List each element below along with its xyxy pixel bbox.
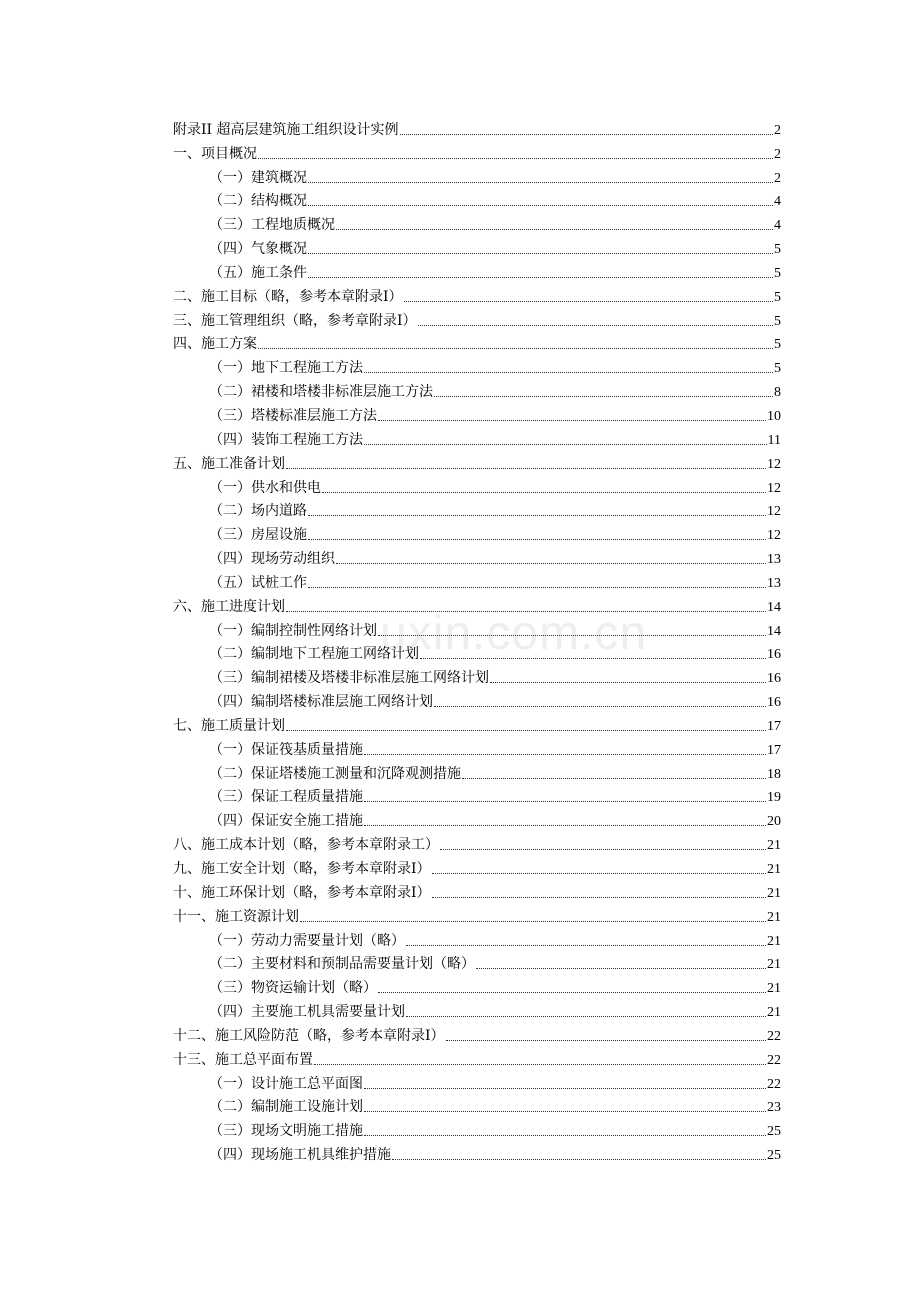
- toc-entry-title: （一）编制控制性网络计划: [209, 622, 377, 639]
- toc-dot-leader: [308, 537, 766, 540]
- toc-entry[interactable]: [173, 1093, 781, 1117]
- toc-entry[interactable]: [173, 711, 781, 735]
- toc-entry-page-number: 14: [767, 623, 781, 639]
- toc-dot-leader: [406, 1014, 766, 1017]
- toc-dot-leader: [476, 966, 766, 969]
- toc-entry-page-number: 21: [767, 885, 781, 901]
- toc-entry-title: （一）供水和供电: [209, 479, 321, 496]
- toc-entry-title: （五）试桩工作: [209, 574, 307, 591]
- toc-entry-page-number: 4: [774, 218, 781, 234]
- toc-dot-leader: [364, 823, 766, 826]
- toc-entry[interactable]: [173, 497, 781, 521]
- toc-entry-title: 十、施工环保计划（略，参考本章附录I）: [173, 884, 431, 901]
- toc-dot-leader: [308, 251, 773, 254]
- toc-entry[interactable]: [173, 1021, 781, 1045]
- toc-entry-page-number: 2: [774, 146, 781, 162]
- toc-entry-title: 七、施工质量计划: [173, 717, 285, 734]
- toc-entry[interactable]: [173, 616, 781, 640]
- toc-dot-leader: [378, 990, 766, 993]
- toc-dot-leader: [258, 346, 773, 349]
- toc-entry[interactable]: [173, 640, 781, 664]
- toc-entry-title: （二）主要材料和预制品需要量计划（略）: [209, 956, 475, 973]
- toc-entry[interactable]: [173, 139, 781, 163]
- toc-entry-title: （一）设计施工总平面图: [209, 1075, 363, 1092]
- toc-dot-leader: [364, 370, 773, 373]
- toc-entry-page-number: 16: [767, 647, 781, 663]
- toc-entry-page-number: 12: [767, 528, 781, 544]
- toc-entry-title: （一）建筑概况: [209, 169, 307, 186]
- toc-entry[interactable]: [173, 544, 781, 568]
- toc-entry[interactable]: [173, 473, 781, 497]
- toc-dot-leader: [432, 871, 766, 874]
- toc-entry[interactable]: [173, 1045, 781, 1069]
- toc-entry-page-number: 21: [767, 957, 781, 973]
- toc-entry-page-number: 5: [774, 361, 781, 377]
- toc-entry-title: （二）场内道路: [209, 503, 307, 520]
- toc-entry[interactable]: [173, 187, 781, 211]
- toc-entry-title: （四）编制塔楼标准层施工网络计划: [209, 694, 433, 711]
- toc-entry-page-number: 18: [767, 766, 781, 782]
- toc-entry-title: 六、施工进度计划: [173, 598, 285, 615]
- toc-entry-title: （四）保证安全施工措施: [209, 813, 363, 830]
- toc-entry[interactable]: [173, 568, 781, 592]
- toc-dot-leader: [286, 609, 766, 612]
- toc-dot-leader: [364, 1086, 766, 1089]
- toc-dot-leader: [432, 895, 766, 898]
- toc-entry[interactable]: [173, 449, 781, 473]
- toc-entry-title: 四、施工方案: [173, 336, 257, 353]
- toc-entry-title: 十一、施工资源计划: [173, 908, 299, 925]
- toc-entry-page-number: 10: [767, 408, 781, 424]
- toc-entry-page-number: 25: [767, 1148, 781, 1164]
- toc-entry-title: 九、施工安全计划（略，参考本章附录I）: [173, 861, 431, 877]
- toc-entry-title: 五、施工准备计划: [173, 455, 285, 472]
- toc-entry[interactable]: [173, 353, 781, 377]
- toc-entry-title: （二）编制施工设施计划: [209, 1099, 363, 1116]
- watermark: uxin.com.cn: [380, 607, 648, 660]
- toc-dot-leader: [490, 680, 766, 683]
- toc-entry-page-number: 21: [767, 933, 781, 949]
- toc-entry-page-number: 23: [767, 1100, 781, 1116]
- toc-entry[interactable]: [173, 377, 781, 401]
- toc-dot-leader: [364, 1133, 766, 1136]
- toc-dot-leader: [336, 561, 766, 564]
- toc-entry-page-number: 12: [767, 456, 781, 472]
- toc-entry[interactable]: [173, 1069, 781, 1093]
- toc-entry[interactable]: [173, 926, 781, 950]
- toc-entry-title: （二）编制地下工程施工网络计划: [209, 646, 419, 663]
- toc-entry[interactable]: [173, 973, 781, 997]
- toc-dot-leader: [420, 656, 766, 659]
- toc-dot-leader: [308, 513, 766, 516]
- toc-entry-page-number: 22: [767, 1076, 781, 1092]
- toc-dot-leader: [308, 585, 766, 588]
- toc-dot-leader: [434, 394, 773, 397]
- toc-entry-title: 附录II 超高层建筑施工组织设计实例: [173, 121, 399, 138]
- toc-dot-leader: [434, 704, 766, 707]
- toc-entry-page-number: 5: [774, 313, 781, 329]
- table-of-contents: [173, 115, 781, 1164]
- toc-dot-leader: [364, 799, 766, 802]
- toc-dot-leader: [336, 227, 773, 230]
- toc-entry[interactable]: [173, 258, 781, 282]
- toc-entry[interactable]: [173, 282, 781, 306]
- toc-entry-title: （一）地下工程施工方法: [209, 360, 363, 377]
- toc-entry[interactable]: [173, 759, 781, 783]
- toc-entry[interactable]: [173, 878, 781, 902]
- toc-entry-page-number: 20: [767, 814, 781, 830]
- toc-entry-title: （一）劳动力需要量计划（略）: [209, 932, 405, 949]
- toc-entry[interactable]: [173, 663, 781, 687]
- toc-entry[interactable]: [173, 735, 781, 759]
- toc-dot-leader: [286, 728, 766, 731]
- toc-entry-title: （三）工程地质概况: [209, 217, 335, 234]
- toc-entry-title: 八、施工成本计划（略，参考本章附录工）: [173, 837, 439, 854]
- toc-entry-title: 十二、施工风险防范（略，参考本章附录I）: [173, 1027, 445, 1044]
- toc-entry-page-number: 25: [767, 1124, 781, 1140]
- toc-dot-leader: [378, 633, 766, 636]
- toc-entry-page-number: 22: [767, 1028, 781, 1044]
- toc-entry-page-number: 17: [767, 742, 781, 758]
- toc-entry-title: （四）装饰工程施工方法: [209, 431, 363, 448]
- toc-entry-page-number: 21: [767, 981, 781, 997]
- toc-entry-title: 一、项目概况: [173, 145, 257, 162]
- toc-entry[interactable]: [173, 401, 781, 425]
- toc-entry-page-number: 5: [774, 265, 781, 281]
- toc-entry-page-number: 17: [767, 718, 781, 734]
- toc-entry[interactable]: [173, 1116, 781, 1140]
- toc-dot-leader: [300, 919, 766, 922]
- toc-entry-page-number: 5: [774, 337, 781, 353]
- toc-dot-leader: [446, 1038, 766, 1041]
- toc-entry-title: （一）保证筏基质量措施: [209, 741, 363, 758]
- toc-entry-page-number: 2: [774, 122, 781, 138]
- toc-dot-leader: [322, 490, 766, 493]
- toc-entry[interactable]: [173, 425, 781, 449]
- toc-dot-leader: [258, 156, 773, 159]
- toc-dot-leader: [404, 299, 773, 302]
- toc-entry-title: （四）现场施工机具维护措施: [209, 1147, 391, 1164]
- toc-dot-leader: [364, 752, 766, 755]
- toc-entry-page-number: 21: [767, 862, 781, 877]
- toc-dot-leader: [400, 132, 773, 135]
- toc-entry-page-number: 2: [774, 170, 781, 186]
- toc-entry-page-number: 16: [767, 671, 781, 687]
- toc-entry-title: （三）物资运输计划（略）: [209, 980, 377, 997]
- toc-entry-page-number: 4: [774, 194, 781, 210]
- toc-entry-page-number: 21: [767, 1005, 781, 1021]
- toc-entry[interactable]: [173, 997, 781, 1021]
- toc-entry-page-number: 8: [774, 385, 781, 401]
- toc-entry-title: （五）施工条件: [209, 264, 307, 281]
- toc-entry-title: （四）现场劳动组织: [209, 551, 335, 568]
- toc-entry[interactable]: [173, 163, 781, 187]
- toc-entry-title: （三）保证工程质量措施: [209, 789, 363, 806]
- toc-dot-leader: [308, 203, 773, 206]
- toc-dot-leader: [378, 418, 766, 421]
- toc-entry-title: （三）现场文明施工措施: [209, 1123, 363, 1140]
- toc-entry-page-number: 22: [767, 1052, 781, 1068]
- toc-entry-page-number: 21: [767, 838, 781, 854]
- toc-entry-title: （四）气象概况: [209, 241, 307, 258]
- toc-entry-page-number: 5: [774, 289, 781, 305]
- toc-entry-title: （四）主要施工机具需要量计划: [209, 1004, 405, 1021]
- toc-entry-title: 十三、施工总平面布置: [173, 1051, 313, 1068]
- toc-entry[interactable]: [173, 854, 781, 878]
- toc-entry[interactable]: [173, 306, 781, 330]
- toc-entry-page-number: 12: [767, 504, 781, 520]
- toc-entry[interactable]: [173, 806, 781, 830]
- toc-entry[interactable]: [173, 950, 781, 974]
- toc-dot-leader: [364, 1109, 766, 1112]
- toc-dot-leader: [462, 776, 766, 779]
- toc-entry-page-number: 12: [767, 480, 781, 496]
- toc-entry[interactable]: [173, 830, 781, 854]
- toc-entry-title: 三、施工管理组织（略，参考章附录I）: [173, 312, 417, 329]
- toc-entry[interactable]: [173, 520, 781, 544]
- toc-dot-leader: [406, 943, 766, 946]
- toc-entry-title: （三）塔楼标准层施工方法: [209, 407, 377, 424]
- toc-entry[interactable]: [173, 115, 781, 139]
- toc-entry[interactable]: [173, 783, 781, 807]
- toc-entry[interactable]: [173, 1140, 781, 1164]
- toc-entry[interactable]: [173, 234, 781, 258]
- toc-dot-leader: [418, 323, 773, 326]
- toc-entry-title: （二）结构概况: [209, 193, 307, 210]
- toc-dot-leader: [392, 1157, 766, 1160]
- toc-entry-title: （二）保证塔楼施工测量和沉降观测措施: [209, 765, 461, 782]
- toc-entry-title: （二）裙楼和塔楼非标准层施工方法: [209, 384, 433, 401]
- toc-entry[interactable]: [173, 210, 781, 234]
- toc-dot-leader: [440, 847, 766, 850]
- toc-entry[interactable]: [173, 902, 781, 926]
- toc-entry[interactable]: [173, 592, 781, 616]
- toc-entry-title: （三）编制裙楼及塔楼非标准层施工网络计划: [209, 670, 489, 687]
- toc-dot-leader: [308, 180, 773, 183]
- toc-entry-page-number: 13: [767, 575, 781, 591]
- toc-entry-page-number: 21: [767, 909, 781, 925]
- toc-entry-page-number: 11: [767, 432, 781, 448]
- toc-entry-page-number: 19: [767, 790, 781, 806]
- toc-entry-page-number: 5: [774, 242, 781, 258]
- toc-entry[interactable]: [173, 330, 781, 354]
- toc-dot-leader: [286, 466, 766, 469]
- toc-entry-page-number: 14: [767, 599, 781, 615]
- toc-dot-leader: [314, 1062, 766, 1065]
- toc-entry-page-number: 16: [767, 695, 781, 711]
- toc-dot-leader: [308, 275, 773, 278]
- toc-dot-leader: [364, 442, 767, 445]
- toc-entry-page-number: 13: [767, 552, 781, 568]
- toc-entry[interactable]: [173, 687, 781, 711]
- toc-entry-title: 二、施工目标（略，参考本章附录I）: [173, 288, 403, 305]
- toc-entry-title: （三）房屋设施: [209, 527, 307, 544]
